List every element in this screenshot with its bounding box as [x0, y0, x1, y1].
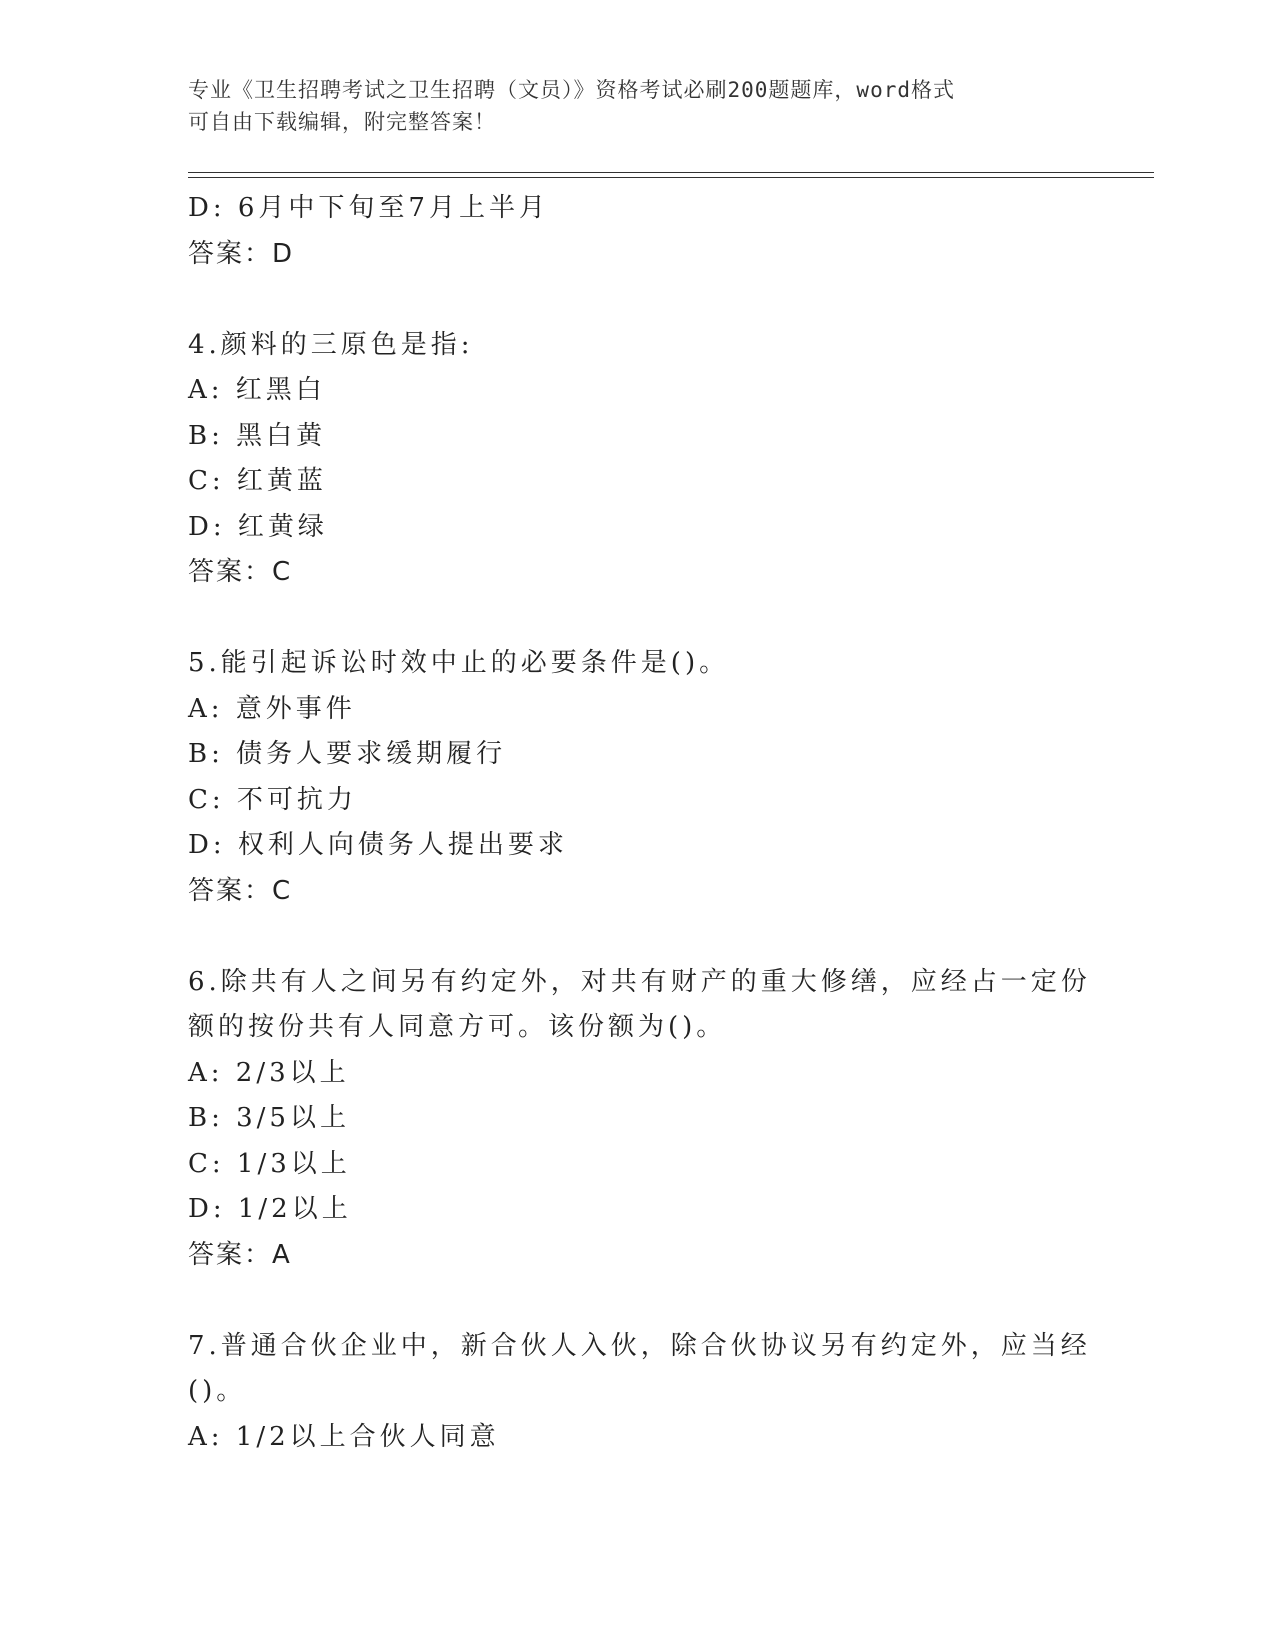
question-6 — [188, 960, 1091, 1279]
option-c: C: 1/3以上 — [188, 1148, 351, 1179]
option-c: C: 红黄蓝 — [188, 466, 327, 496]
option-b: B: 债务人要求缓期履行 — [188, 739, 507, 769]
option-d: D: 权利人向债务人提出要求 — [188, 830, 568, 860]
answer: 答案：C — [188, 557, 293, 587]
spacer — [188, 1278, 1088, 1324]
question-text: 4.颜料的三原色是指: — [188, 329, 474, 360]
question-3-tail — [188, 186, 1088, 277]
option-c: C: 不可抗力 — [188, 784, 357, 815]
question-4 — [188, 323, 1088, 596]
question-text-line-1: 7.普通合伙企业中，新合伙人入伙，除合伙协议另有约定外，应当经 — [188, 1330, 1091, 1361]
option-b: B: 3/5以上 — [188, 1103, 350, 1133]
question-text: 5.能引起诉讼时效中止的必要条件是()。 — [188, 648, 730, 678]
document-header — [188, 74, 1068, 138]
answer: 答案：C — [188, 875, 293, 906]
header-line-2: 可自由下载编辑，附完整答案！ — [188, 110, 496, 134]
question-7 — [188, 1324, 1091, 1461]
option-a: A: 1/2以上合伙人同意 — [188, 1421, 500, 1452]
header-line-1: 专业《卫生招聘考试之卫生招聘（文员）》资格考试必刷200题题库，word格式 — [188, 78, 955, 102]
option-a: A: 红黑白 — [188, 375, 326, 405]
question-list — [188, 186, 1091, 1460]
question-text-line-2: 额的按份共有人同意方可。该份额为()。 — [188, 1012, 727, 1042]
spacer — [188, 596, 1088, 642]
header-divider-top — [188, 172, 1154, 173]
spacer — [188, 277, 1088, 323]
question-text-line-1: 6.除共有人之间另有约定外，对共有财产的重大修缮，应经占一定份 — [188, 966, 1091, 997]
question-5 — [188, 641, 1088, 914]
header-divider-bottom — [188, 177, 1154, 178]
option-d: D: 红黄绿 — [188, 511, 328, 542]
option-a: A: 2/3以上 — [188, 1057, 350, 1088]
option-a: A: 意外事件 — [188, 693, 356, 724]
option-d: D: 6月中下旬至7月上半月 — [188, 193, 549, 223]
option-d: D: 1/2以上 — [188, 1194, 352, 1224]
question-text-line-2: ()。 — [188, 1376, 247, 1406]
answer: 答案：D — [188, 238, 295, 269]
spacer — [188, 914, 1088, 960]
option-b: B: 黑白黄 — [188, 420, 327, 451]
answer: 答案：A — [188, 1239, 292, 1270]
